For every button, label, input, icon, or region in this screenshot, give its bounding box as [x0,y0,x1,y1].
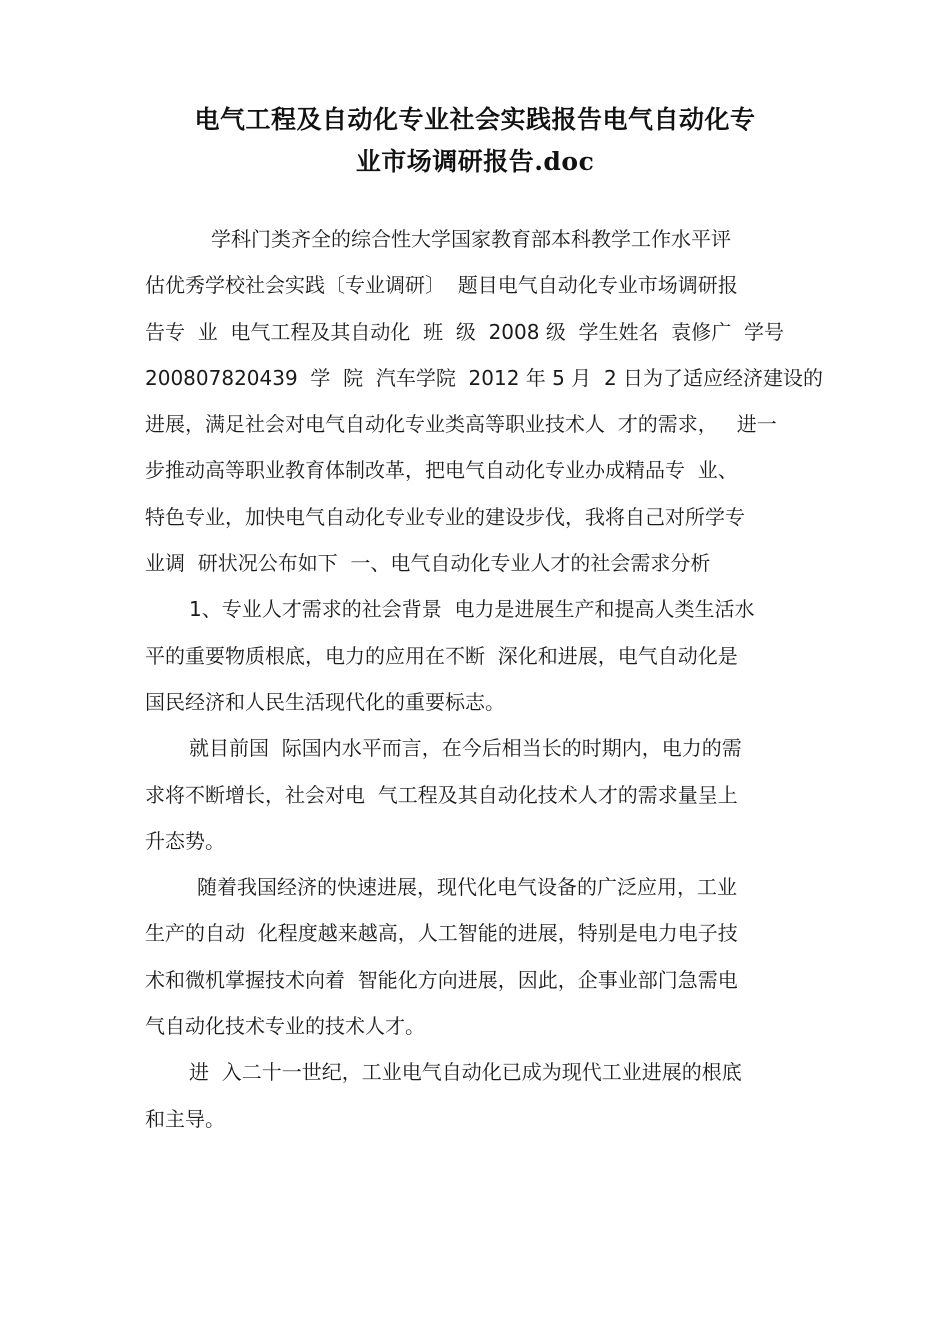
paragraph-line: 随着我国经济的快速进展，现代化电气设备的广泛应用，工业 [197,875,737,900]
paragraph-line: 进展，满足社会对电气自动化专业类高等职业技术人 才的需求， 进一 [145,412,777,437]
document-title-line-1: 电气工程及自动化专业社会实践报告电气自动化专 [194,105,756,134]
paragraph-line: 特色专业，加快电气自动化专业专业的建设步伐，我将自己对所学专 [145,504,745,529]
document-body [145,216,825,1142]
paragraph-line: 平的重要物质根底，电力的应用在不断 深化和进展，电气自动化是 [145,643,738,668]
paragraph-line: 升态势。 [145,828,225,853]
paragraph-line: 业调 研状况公布如下 一、电气自动化专业人才的社会需求分析 [145,551,711,576]
paragraph-line: 200807820439 学 院 汽车学院 2012 年 5 月 2 日为了适应经济建设的 [145,365,824,390]
paragraph-line: 告专 业 电气工程及其自动化 班 级 2008 级 学生姓名 袁修广 学号 [145,319,784,344]
paragraph-line: 估优秀学校社会实践〔专业调研〕 题目电气自动化专业市场调研报 [145,273,738,298]
paragraph-line: 气自动化技术专业的技术人才。 [145,1014,425,1039]
paragraph-line: 生产的自动 化程度越来越高，人工智能的进展，特别是电力电子技 [145,921,738,946]
paragraph-line: 和主导。 [145,1106,225,1131]
paragraph-line: 学科门类齐全的综合性大学国家教育部本科教学工作水平评 [211,227,731,251]
paragraph-line: 求将不断增长，社会对电 气工程及其自动化技术人才的需求量呈上 [145,782,738,807]
paragraph-line: 进 入二十一世纪，工业电气自动化已成为现代工业进展的根底 [189,1060,742,1085]
paragraph-line: 步推动高等职业教育体制改革，把电气自动化专业办成精品专 业、 [145,458,738,483]
paragraph-line: 术和微机掌握技术向着 智能化方向进展，因此，企事业部门急需电 [145,967,738,992]
paragraph-line: 就目前国 际国内水平而言，在今后相当长的时期内，电力的需 [189,736,742,761]
paragraph-line: 国民经济和人民生活现代化的重要标志。 [145,689,505,714]
document-title-line-2: 业市场调研报告.doc [355,147,595,176]
paragraph-line: 1、专业人才需求的社会背景 电力是进展生产和提高人类生活水 [189,597,755,622]
